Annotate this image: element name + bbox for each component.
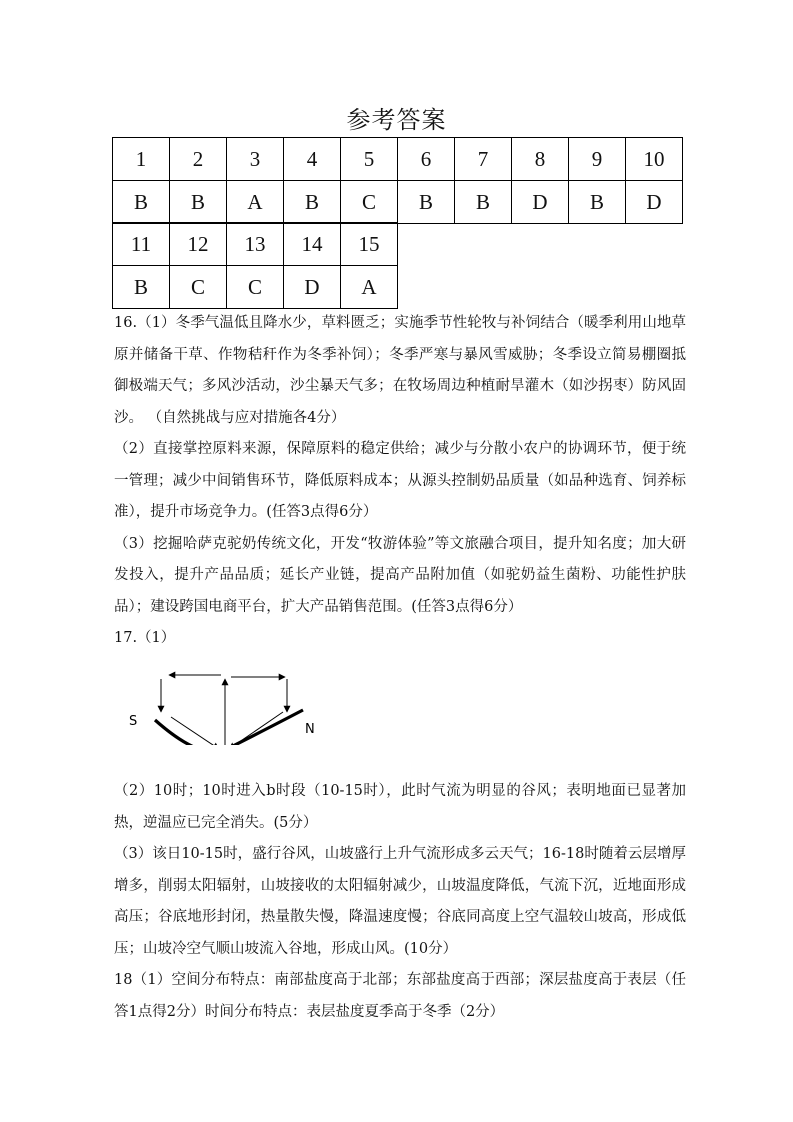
answer-letter: D bbox=[284, 266, 341, 309]
question-number: 5 bbox=[341, 138, 398, 181]
arrow-slope-right bbox=[229, 712, 283, 745]
q16-part1: 16.（1）冬季气温低且降水少，草料匮乏；实施季节性轮牧与补饲结合（暖季利用山地草原并储备干草、作物秸秆作为冬季补饲）；冬季严寒与暴风雪威胁；冬季设立简易棚圈抵御极端天气；多风沙活动，沙尘暴天气多；在牧场周边种植耐旱灌木（如沙拐枣）防风固沙。 （自然挑战与应对措施各4分） bbox=[114, 315, 686, 426]
answer-letter: B bbox=[113, 181, 170, 224]
answer-letter: B bbox=[569, 181, 626, 224]
q17-part3: （3）该日10-15时，盛行谷风，山坡盛行上升气流形成多云天气；16-18时随着云层增厚增多，削弱太阳辐射，山坡接收的太阳辐射减少，山坡温度降低，气流下沉，近地面形成高压；谷底地形封闭，热量散失慢，降温速度慢；谷底同高度上空气温较山坡高，形成低压；山坡冷空气顺山坡流入谷地，形成山风。(10分） bbox=[114, 846, 686, 957]
table-row-numbers bbox=[113, 138, 683, 181]
answer-letter: C bbox=[170, 266, 227, 309]
table-row-numbers bbox=[113, 223, 398, 266]
question-number: 13 bbox=[227, 223, 284, 266]
q17-18-answers bbox=[114, 776, 686, 1028]
answer-letter: B bbox=[455, 181, 512, 224]
answer-letter: B bbox=[170, 181, 227, 224]
answer-letter: A bbox=[227, 181, 284, 224]
label-south: S bbox=[129, 714, 138, 729]
question-number: 14 bbox=[284, 223, 341, 266]
answer-letter: B bbox=[398, 181, 455, 224]
question-number: 10 bbox=[626, 138, 683, 181]
table-row-answers bbox=[113, 266, 398, 309]
question-number: 1 bbox=[113, 138, 170, 181]
question-number: 12 bbox=[170, 223, 227, 266]
answer-table-11-15 bbox=[112, 222, 398, 309]
question-number: 8 bbox=[512, 138, 569, 181]
valley-profile bbox=[155, 710, 303, 745]
table-row-answers bbox=[113, 181, 683, 224]
question-number: 2 bbox=[170, 138, 227, 181]
answer-letter: D bbox=[626, 181, 683, 224]
answer-table-1-10 bbox=[112, 137, 683, 224]
answer-letter: C bbox=[341, 181, 398, 224]
answer-letter: A bbox=[341, 266, 398, 309]
question-number: 3 bbox=[227, 138, 284, 181]
q16-part3: （3）挖掘哈萨克驼奶传统文化，开发“牧游体验”等文旅融合项目，提升知名度；加大研发投入，提升产品品质；延长产业链，提高产品附加值（如驼奶益生菌粉、功能性护肤品）；建设跨国电商平台，扩大产品销售范围。(任答3点得6分） bbox=[114, 535, 686, 615]
q18-part1: 18（1）空间分布特点：南部盐度高于北部；东部盐度高于西部；深层盐度高于表层（任答1点得2分）时间分布特点：表层盐度夏季高于冬季（2分） bbox=[114, 972, 686, 1020]
q17-heading: 17.（1） bbox=[114, 630, 176, 646]
valley-wind-diagram bbox=[125, 665, 325, 745]
answer-letter: B bbox=[113, 266, 170, 309]
answer-letter: D bbox=[512, 181, 569, 224]
question-number: 15 bbox=[341, 223, 398, 266]
answer-letter: B bbox=[284, 181, 341, 224]
q16-part2: （2）直接掌控原料来源，保障原料的稳定供给；减少与分散小农户的协调环节，便于统一管理；减少中间销售环节，降低原料成本；从源头控制奶品质量（如品种选育、饲养标准），提升市场竞争力。(任答3点得6分） bbox=[114, 441, 686, 520]
question-number: 7 bbox=[455, 138, 512, 181]
answer-letter: C bbox=[227, 266, 284, 309]
arrow-slope-left bbox=[171, 717, 219, 745]
question-number: 9 bbox=[569, 138, 626, 181]
question-number: 4 bbox=[284, 138, 341, 181]
label-north: N bbox=[305, 722, 315, 737]
q16-answers bbox=[114, 308, 686, 655]
question-number: 11 bbox=[113, 223, 170, 266]
q17-part2: （2）10时；10时进入b时段（10-15时），此时气流为明显的谷风；表明地面已显著加热，逆温应已完全消失。(5分） bbox=[114, 783, 686, 831]
page-title: 参考答案 bbox=[346, 106, 447, 134]
question-number: 6 bbox=[398, 138, 455, 181]
